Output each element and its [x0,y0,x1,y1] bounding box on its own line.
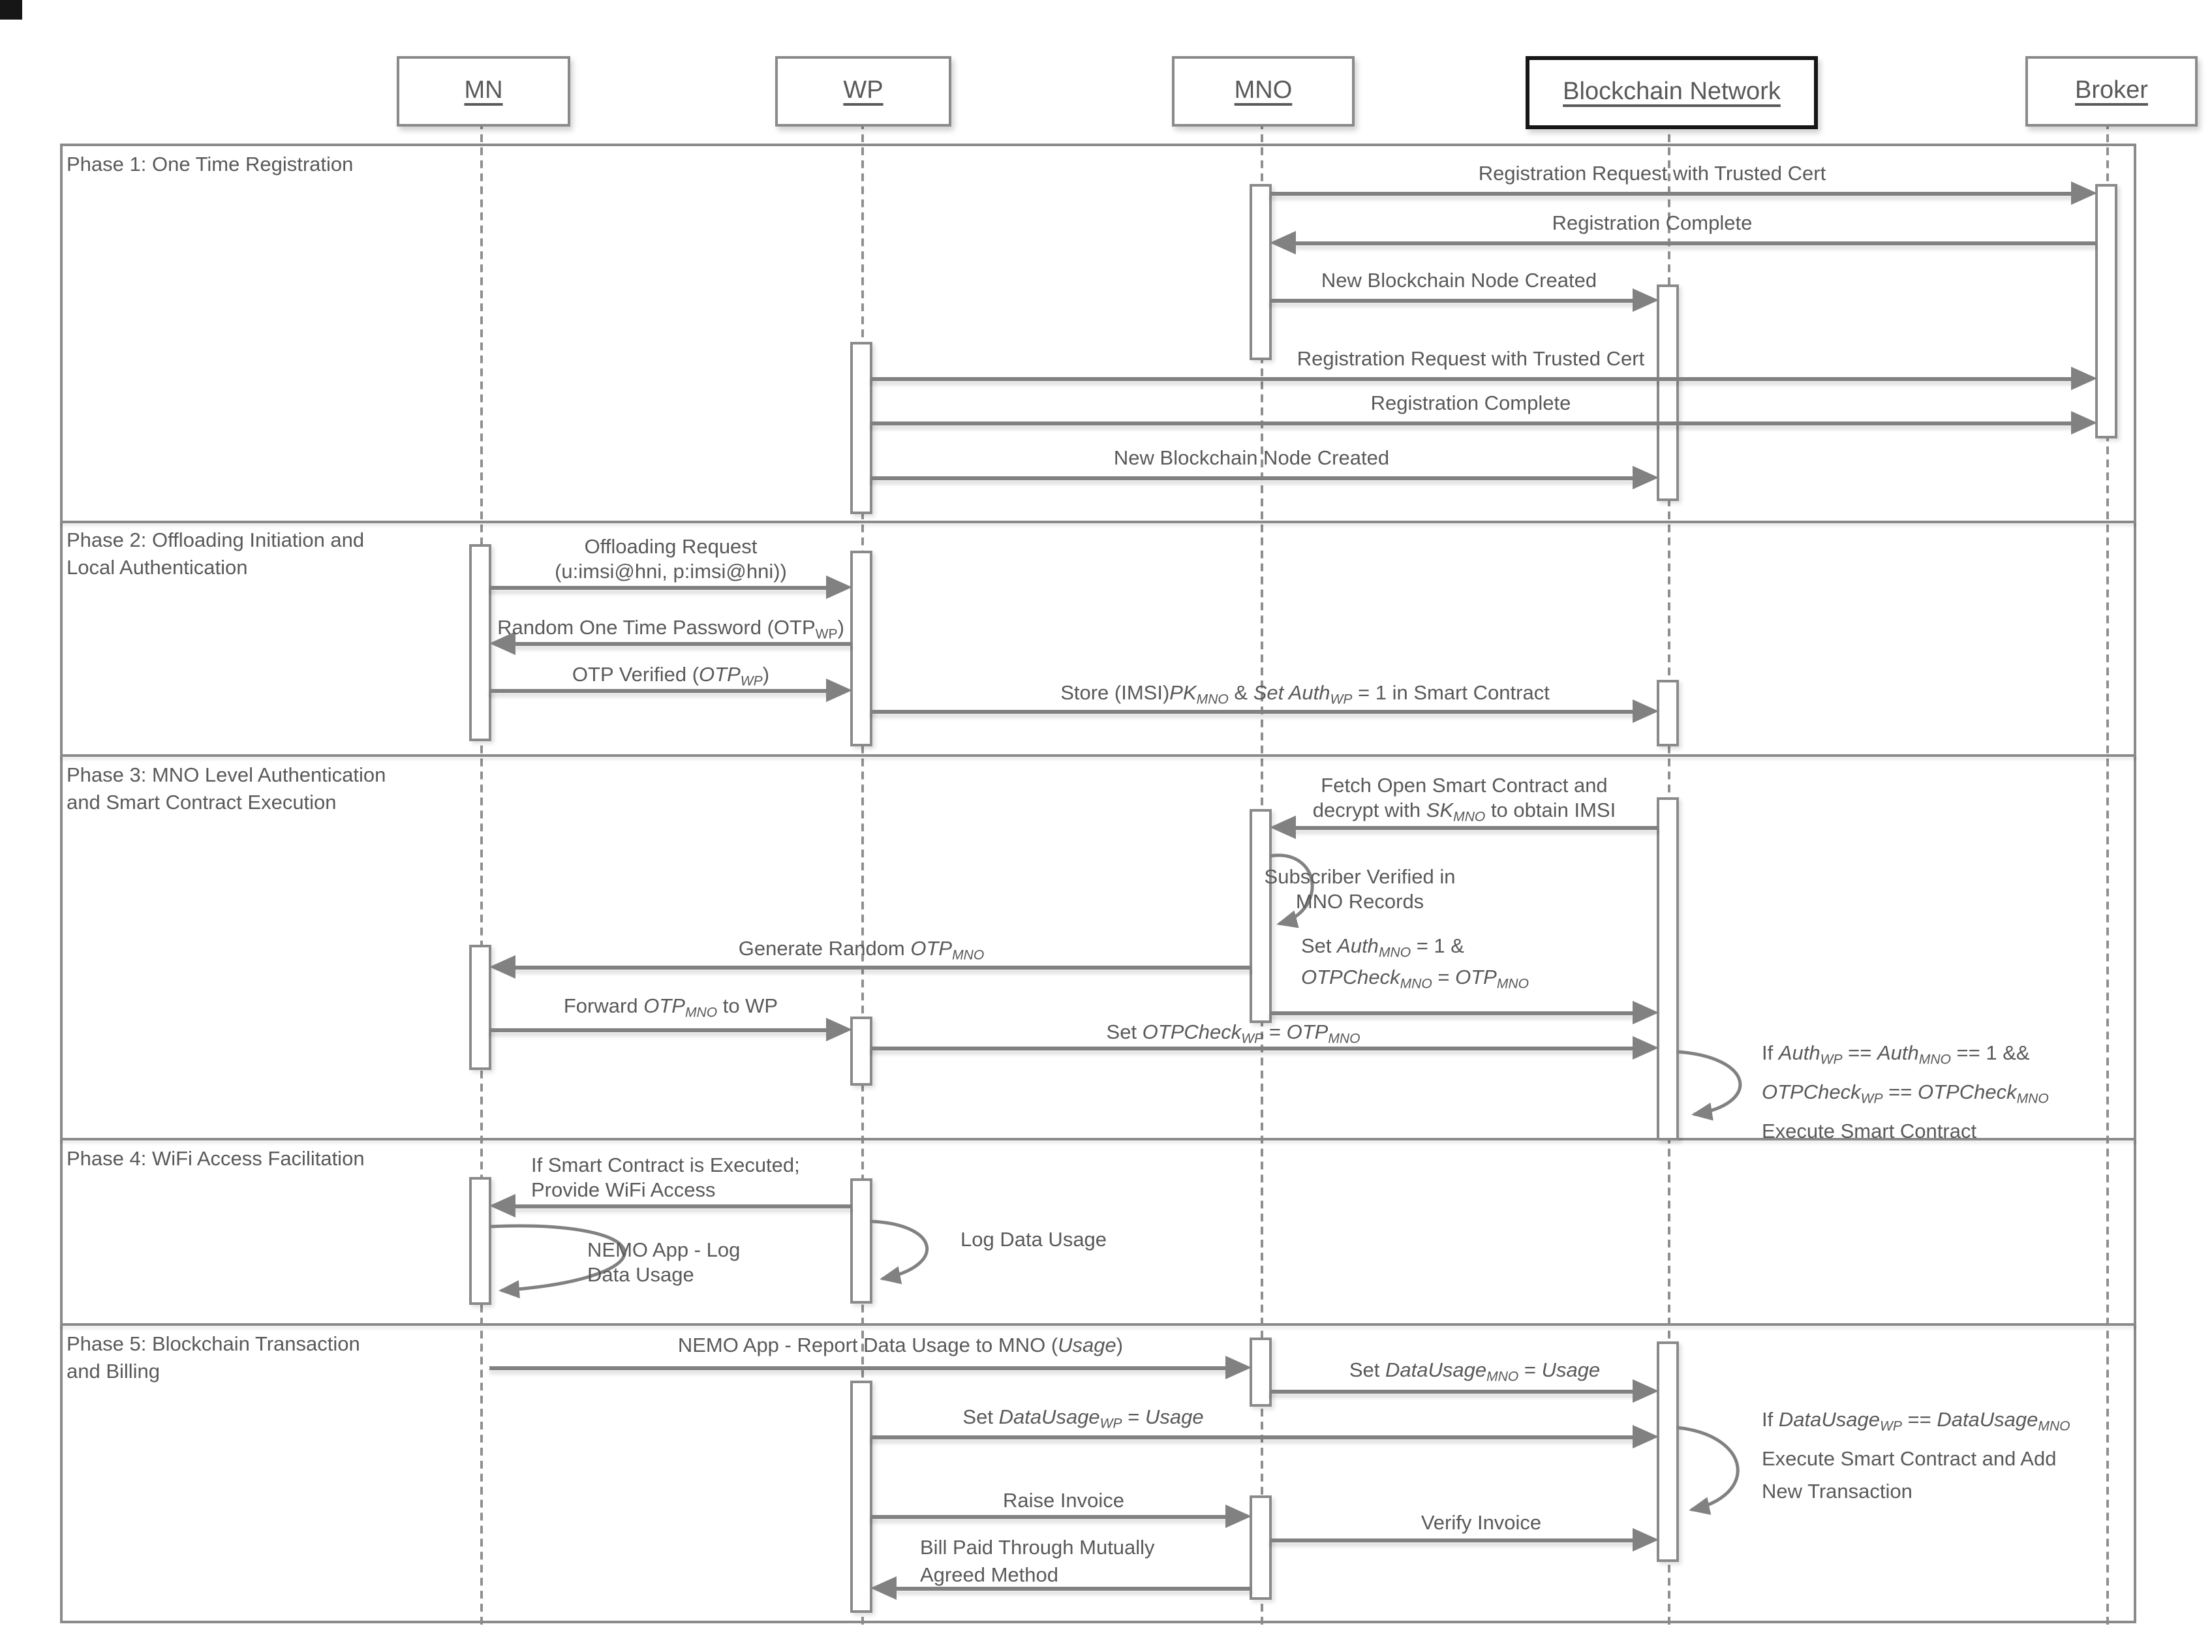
actor-box-mno [1172,56,1355,127]
message-label [1321,269,1597,294]
arrowhead-right-icon [1633,699,1659,723]
activation-bar [1250,1338,1272,1407]
self-loop-label [587,1238,740,1288]
message-arrow [489,1028,829,1032]
diagram-frame [60,144,2136,1623]
message-label [1301,934,1529,998]
message-line: (u:imsi@hni, p:imsi@hni)) [555,561,787,583]
message-line: NEMO App - Log [587,1240,741,1262]
message-label [1479,162,1826,187]
message-line: MNO Records [1295,891,1424,913]
message-label [739,937,985,968]
message-label [1003,1489,1124,1514]
message-label [1349,1358,1600,1390]
activation-bar [850,551,872,746]
phase-5-label-line1: Phase 5: Blockchain Transaction [67,1334,360,1356]
actor-box-blockchain-network [1526,56,1818,129]
message-arrow [1270,1538,1635,1542]
message-label [572,663,769,694]
arrowhead-right-icon [1633,1379,1659,1403]
message-label [1371,391,1571,416]
message-arrow [870,377,2074,381]
message-label [1297,347,1644,372]
actor-box-mn [397,56,570,127]
activation-bar [1250,809,1272,1023]
message-line: Execute Smart Contract and Add [1762,1448,2057,1471]
message-arrow [1270,1011,1635,1015]
phase-2-label [67,527,364,582]
message-arrow [1270,1390,1635,1394]
message-line: Registration Request with Trusted Cert [1297,348,1645,371]
arrowhead-right-icon [826,1018,852,1041]
phase-3-label-line1: Phase 3: MNO Level Authentication [67,765,386,787]
message-label [1060,681,1550,712]
activation-bar [469,1177,491,1305]
message-line: Set DataUsage$_{MNO}$ = Usage [1349,1360,1601,1385]
message-line: decrypt with $SK_{MNO}$ to obtain IMSI [1312,800,1616,825]
phase-1-label [67,151,353,179]
activation-bar [2095,184,2117,438]
message-line: If Auth$_{WP}$ == Auth$_{MNO}$ == 1 && [1762,1043,2030,1068]
arrowhead-right-icon [1633,1001,1659,1024]
message-line: Execute Smart Contract [1762,1121,1977,1144]
message-line: Set OTPCheck$_{WP}$ = $OTP_{MNO}$ [1106,1022,1360,1047]
message-arrow [489,1366,1228,1370]
phase-divider-4-5 [60,1323,2136,1326]
message-line: Subscriber Verified in [1264,866,1456,889]
message-arrow [514,1204,852,1208]
phase-5-label [67,1331,360,1386]
message-arrow [870,1515,1228,1519]
message-line: OTP Verified $(OTP_{WP})$ [572,664,770,690]
message-line: New Blockchain Node Created [1113,448,1390,470]
activation-bar [850,1381,872,1613]
arrowhead-right-icon [826,679,852,702]
activation-bar [850,1178,872,1304]
phase-5-label-line2: and Billing [67,1361,161,1383]
message-line: New Blockchain Node Created [1321,270,1597,292]
message-line: New Transaction [1762,1481,1912,1504]
message-line: Raise Invoice [1002,1490,1125,1512]
message-line: Agreed Method [920,1565,1058,1587]
message-line: Verify Invoice [1421,1512,1542,1535]
message-line: Set DataUsage$_{WP}$ = Usage [962,1407,1204,1432]
phase-2-label-line2: Local Authentication [67,557,248,579]
actor-box-broker [2025,56,2198,127]
arrowhead-right-icon [1633,1528,1659,1552]
message-label [1107,1020,1360,1052]
actor-box-wp [775,56,951,127]
message-arrow [870,421,2074,425]
message-line: OTPCheck$_{WP}$ == OTPCheck$_{MNO}$ [1762,1082,2049,1107]
message-line: If DataUsage$_{WP}$ == DataUsage$_{MNO}$ [1762,1409,2070,1435]
corner-artifact [0,0,22,20]
activation-bar [1657,797,1679,1140]
message-arrow [870,476,1635,480]
actor-label-broker: Broker [2075,77,2148,104]
message-arrow [489,586,829,590]
arrowhead-right-icon [2071,181,2097,205]
actor-label-mn: MN [464,77,503,104]
message-label [1114,446,1389,471]
message-arrow [1270,192,2075,196]
arrowhead-left-icon [489,1194,515,1217]
arrowhead-left-icon [489,955,515,979]
message-label [1552,211,1753,236]
message-line: Registration Complete [1552,213,1753,235]
message-line: Registration Request with Trusted Cert [1478,163,1826,185]
activation-bar [1657,680,1679,746]
message-label [1421,1511,1541,1536]
arrowhead-right-icon [1633,1425,1659,1448]
message-line: If Smart Contract is Executed; [531,1155,800,1177]
phase-3-label-line2: and Smart Contract Execution [67,792,337,814]
activation-bar [850,342,872,514]
message-line: Forward $OTP_{MNO}$ to WP [563,996,778,1021]
actor-label-blockchain-network: Blockchain Network [1563,78,1781,106]
arrowhead-right-icon [2071,411,2097,435]
message-label [1313,774,1616,830]
self-loop-label [1265,865,1456,915]
activation-bar [850,1017,872,1086]
actor-label-mno: MNO [1234,77,1293,104]
arrowhead-left-icon [870,1576,897,1600]
message-line: Bill Paid Through Mutually [920,1537,1155,1559]
activation-bar [1250,1495,1272,1600]
message-line: Store $(IMSI)PK_{MNO}$ & Set Auth$_{WP}$ = 1 in Smart Contract [1060,682,1550,708]
phase-4-label-line1: Phase 4: WiFi Access Facilitation [67,1148,365,1170]
activation-bar [1657,1341,1679,1562]
phase-divider-1-2 [60,521,2136,523]
message-line: NEMO App - Report Data Usage to MNO (Usage) [677,1335,1124,1357]
message-label [531,1154,800,1203]
phase-2-label-line1: Phase 2: Offloading Initiation and [67,530,365,552]
message-label [555,535,787,585]
phase-4-label [67,1146,365,1173]
message-label [920,1535,1155,1589]
arrowhead-right-icon [1633,466,1659,489]
activation-bar [469,544,491,741]
actor-label-wp: WP [843,77,883,104]
message-line: Set Auth$_{MNO}$ = 1 & [1301,936,1464,961]
phase-divider-2-3 [60,754,2136,757]
message-line: Offloading Request [584,536,758,558]
message-label [564,994,778,1026]
arrowhead-right-icon [1633,1036,1659,1060]
message-label [497,616,844,647]
activation-bar [1250,184,1272,360]
activation-bar [469,945,491,1070]
arrowhead-right-icon [2071,367,2097,390]
message-arrow [1295,241,2097,245]
self-loop-label [1762,1037,2049,1149]
self-loop-label [960,1228,1107,1253]
message-label [962,1405,1203,1437]
message-line: Data Usage [587,1264,694,1287]
self-loop-label [1762,1404,2070,1508]
arrowhead-right-icon [1633,288,1659,312]
arrowhead-right-icon [1225,1356,1252,1379]
phase-3-label [67,762,386,817]
message-arrow [1270,299,1635,303]
arrowhead-left-icon [1270,231,1296,254]
message-label [678,1334,1123,1358]
message-line: Provide WiFi Access [531,1180,716,1202]
arrowhead-left-icon [1270,816,1296,839]
message-line: Random One Time Password $(OTP_{WP})$ [497,617,844,643]
arrowhead-right-icon [826,575,852,599]
message-line: Fetch Open Smart Contract and [1321,775,1608,797]
message-line: Registration Complete [1370,393,1571,415]
activation-bar [1657,284,1679,501]
arrowhead-right-icon [1225,1505,1252,1528]
message-line: Generate Random $OTP_{MNO}$ [738,938,985,964]
message-line: Log Data Usage [960,1229,1107,1251]
message-line: OTPCheck$_{MNO}$ = $OTP_{MNO}$ [1301,967,1529,992]
phase-1-label-line1: Phase 1: One Time Registration [67,154,354,176]
